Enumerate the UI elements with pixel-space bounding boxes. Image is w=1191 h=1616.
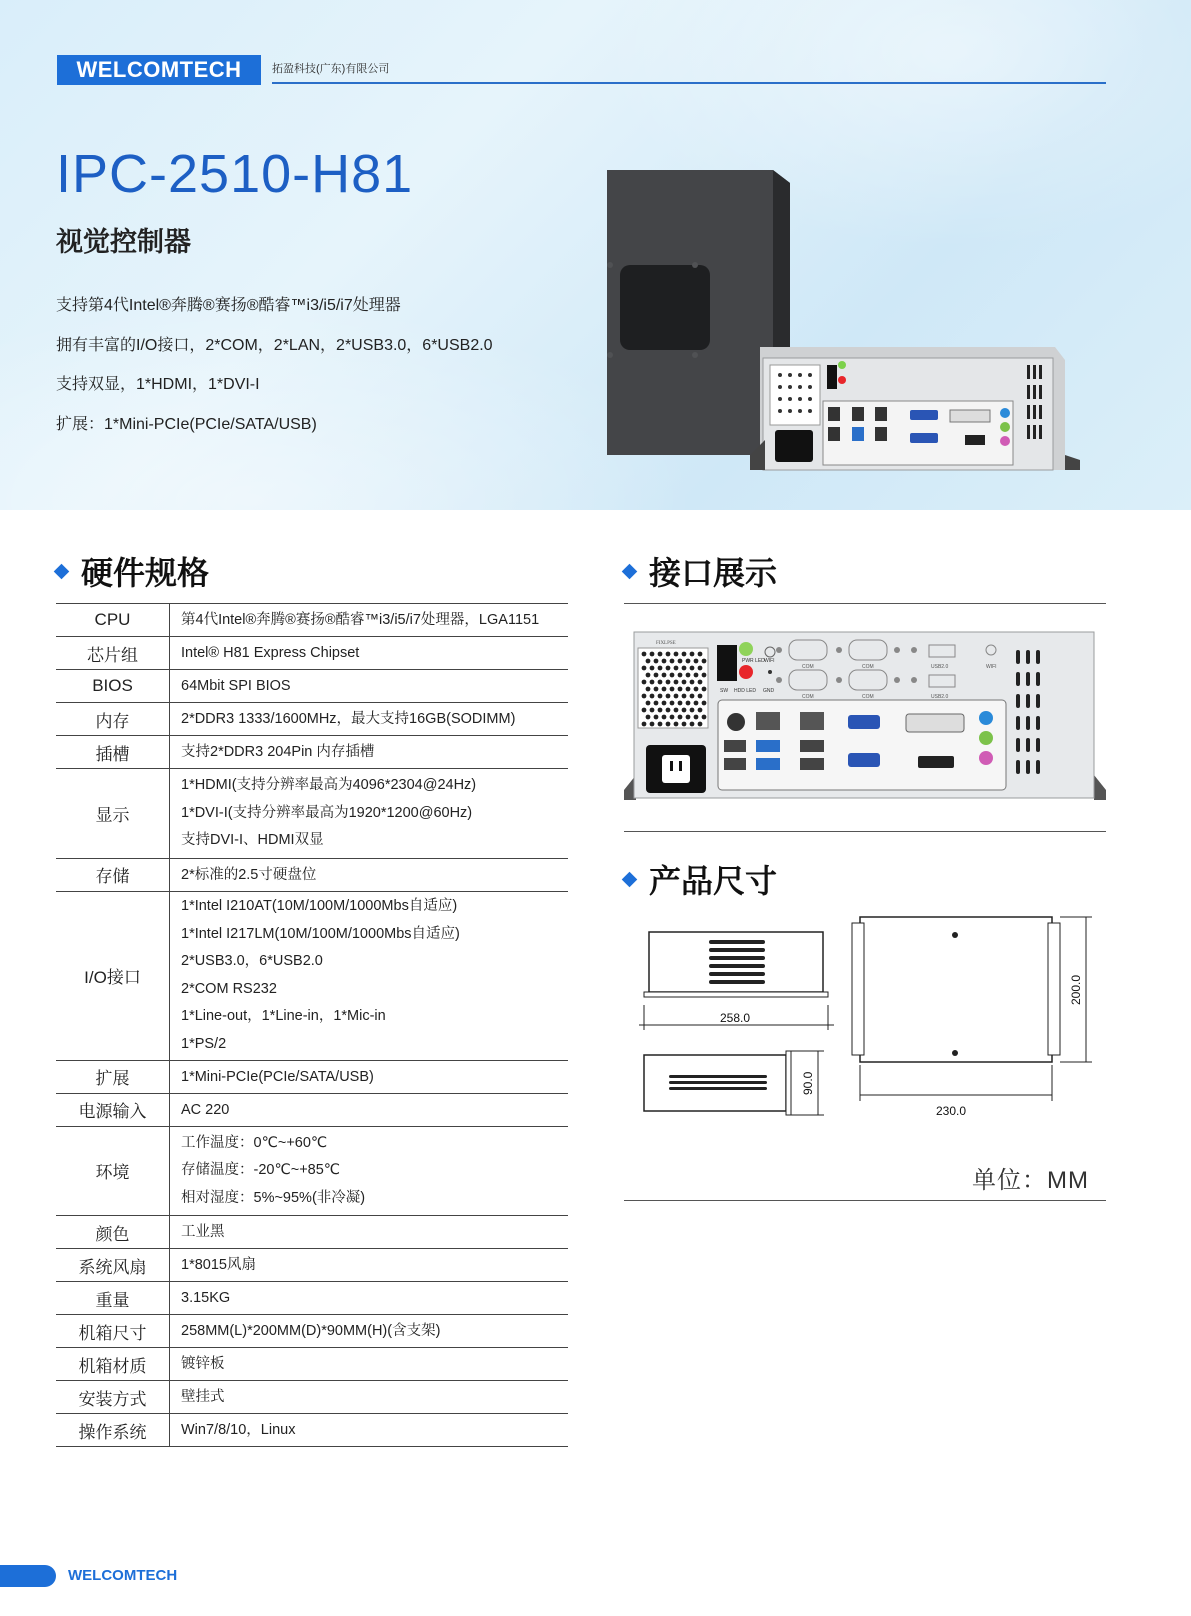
spec-value-line: 工业黑: [181, 1224, 225, 1240]
spec-value-line: 1*PS/2: [181, 1035, 227, 1052]
spec-key: 内存: [56, 703, 170, 736]
spec-key: 存储: [56, 858, 170, 891]
vent-hole: [642, 652, 647, 657]
vent-hole: [690, 708, 695, 713]
vent-hole: [670, 715, 675, 720]
vent-hole: [674, 694, 679, 699]
spec-value-line: 1*HDMI(支持分辨率最高为4096*2304@24Hz): [181, 777, 477, 793]
vent-hole: [670, 701, 675, 706]
spec-value-line: 1*8015风扇: [181, 1257, 256, 1273]
spec-key: BIOS: [56, 670, 170, 703]
spec-row: [56, 670, 568, 703]
spec-value: [170, 891, 569, 1060]
dim-height: 90.0: [801, 1071, 815, 1095]
vent-hole: [678, 659, 683, 664]
spec-key: 插槽: [56, 736, 170, 769]
vent-hole: [658, 694, 663, 699]
spec-row: [56, 703, 568, 736]
vent-hole: [658, 680, 663, 685]
vent-hole: [666, 722, 671, 727]
vent-hole: [654, 687, 659, 692]
spec-value-line: 3.15KG: [181, 1290, 231, 1306]
spec-value: [170, 637, 569, 670]
footer-brand: WELCOMTECH: [68, 1567, 178, 1584]
spec-value-line: 2*标准的2.5寸硬盘位: [181, 866, 317, 883]
spec-value-line: 2*USB3.0，6*USB2.0: [181, 953, 323, 969]
spec-row: [56, 1381, 568, 1414]
vent-hole: [682, 680, 687, 685]
spec-value-line: 工作温度：0℃~+60℃: [181, 1134, 328, 1151]
dim-depth: 200.0: [1069, 974, 1083, 1005]
section-title-dimensions: 产品尺寸: [624, 856, 777, 902]
spec-key: 芯片组: [56, 637, 170, 670]
spec-value: [170, 670, 569, 703]
spec-row: [56, 1060, 568, 1093]
feature-line: 扩展：1*Mini-PCIe(PCIe/SATA/USB): [56, 416, 317, 433]
spec-value-line: 2*DDR3 1333/1600MHz，最大支持16GB(SODIMM): [181, 711, 516, 727]
spec-value: [170, 1093, 569, 1126]
vent-hole: [654, 715, 659, 720]
vent-hole: [690, 666, 695, 671]
label-sw: SW: [720, 688, 729, 694]
vent-hole: [658, 666, 663, 671]
spec-row: [56, 1282, 568, 1315]
label-fixlpse: FIXLPSE: [656, 641, 676, 646]
feature-line: 支持第4代Intel®奔腾®赛扬®酷睿™i3/i5/i7处理器: [56, 297, 401, 314]
vent-hole: [674, 652, 679, 657]
vent-hole: [678, 673, 683, 678]
footer-bar: [0, 1565, 56, 1587]
spec-value-line: 1*Mini-PCIe(PCIe/SATA/USB): [181, 1068, 374, 1085]
vent-hole: [674, 708, 679, 713]
vent-hole: [654, 673, 659, 678]
spec-value-line: 存储温度：-20℃~+85℃: [181, 1162, 341, 1178]
vent-hole: [694, 659, 699, 664]
feature-line: 支持双显，1*HDMI，1*DVI-I: [56, 376, 260, 393]
vent-hole: [702, 673, 707, 678]
spec-key: CPU: [56, 604, 170, 637]
vent-hole: [674, 680, 679, 685]
spec-value-line: AC 220: [181, 1101, 230, 1118]
section-title-specs: 硬件规格: [56, 548, 209, 594]
label-usb: USB2.0: [931, 664, 949, 670]
spec-key: 安装方式: [56, 1381, 170, 1414]
unit-label: 单位：MM: [972, 1167, 1089, 1194]
spec-value: [170, 703, 569, 736]
label-hdd-led: HDD LED: [734, 688, 756, 694]
spec-value: [170, 1381, 569, 1414]
label-usb: USB2.0: [931, 694, 949, 700]
vent-hole: [678, 715, 683, 720]
spec-value: [170, 736, 569, 769]
spec-value: [170, 1315, 569, 1348]
vent-hole: [642, 708, 647, 713]
product-model: IPC-2510-H81: [56, 144, 414, 204]
vent-hole: [662, 687, 667, 692]
spec-value-line: 支持2*DDR3 204Pin 内存插槽: [181, 744, 375, 760]
spec-key: 机箱尺寸: [56, 1315, 170, 1348]
vent-hole: [666, 666, 671, 671]
vent-hole: [646, 701, 651, 706]
label-com: COM: [862, 694, 874, 700]
vent-hole: [674, 722, 679, 727]
vent-hole: [662, 715, 667, 720]
vent-hole: [694, 701, 699, 706]
diamond-icon: [622, 872, 638, 888]
spec-value-line: 258MM(L)*200MM(D)*90MM(H)(含支架): [181, 1323, 441, 1339]
divider: [624, 831, 1106, 832]
vent-hole: [698, 708, 703, 713]
vent-hole: [686, 687, 691, 692]
spec-row: [56, 1126, 568, 1216]
vent-hole: [650, 680, 655, 685]
vent-hole: [654, 701, 659, 706]
spec-value-line: Win7/8/10，Linux: [181, 1422, 296, 1438]
spec-value: [170, 1282, 569, 1315]
spec-value-line: 1*Line-out，1*Line-in，1*Mic-in: [181, 1008, 386, 1024]
label-wifi: WIFI: [986, 664, 997, 670]
spec-value: [170, 1414, 569, 1447]
spec-value-line: 2*COM RS232: [181, 980, 277, 997]
vent-hole: [694, 715, 699, 720]
vent-hole: [646, 715, 651, 720]
label-pwr-led: PWR LED: [742, 658, 765, 664]
spec-row: [56, 604, 568, 637]
vent-hole: [698, 680, 703, 685]
divider: [624, 603, 1106, 604]
brand-logo: WELCOMTECH: [57, 55, 261, 85]
vent-hole: [682, 652, 687, 657]
vent-hole: [694, 673, 699, 678]
spec-key: I/O接口: [56, 891, 170, 1060]
spec-key: 系统风扇: [56, 1249, 170, 1282]
label-com: COM: [802, 664, 814, 670]
vent-hole: [650, 722, 655, 727]
vent-hole: [646, 659, 651, 664]
company-name: 拓盈科技(广东)有限公司: [272, 63, 390, 75]
vent-hole: [658, 652, 663, 657]
vent-hole: [686, 673, 691, 678]
vent-hole: [702, 687, 707, 692]
spec-key: 环境: [56, 1126, 170, 1216]
spec-value-line: 1*Intel I210AT(10M/100M/1000Mbs自适应): [181, 898, 458, 914]
spec-value: [170, 604, 569, 637]
vent-hole: [698, 722, 703, 727]
label-com: COM: [862, 664, 874, 670]
spec-value: [170, 1060, 569, 1093]
diamond-icon: [622, 564, 638, 580]
feature-line: 拥有丰富的I/O接口，2*COM，2*LAN，2*USB3.0，6*USB2.0: [56, 337, 493, 354]
vent-hole: [670, 687, 675, 692]
diamond-icon: [54, 564, 70, 580]
vent-hole: [678, 687, 683, 692]
vent-hole: [642, 666, 647, 671]
header-divider: [272, 82, 1106, 84]
vent-hole: [662, 673, 667, 678]
vent-hole: [682, 666, 687, 671]
divider: [624, 1200, 1106, 1201]
spec-value-line: 相对湿度：5%~95%(非冷凝): [181, 1189, 366, 1206]
spec-key: 电源输入: [56, 1093, 170, 1126]
vent-hole: [646, 673, 651, 678]
spec-value-line: Intel® H81 Express Chipset: [181, 645, 360, 661]
vent-hole: [666, 680, 671, 685]
spec-value: [170, 1126, 569, 1216]
spec-key: 颜色: [56, 1216, 170, 1249]
spec-value: [170, 1249, 569, 1282]
vent-hole: [650, 666, 655, 671]
spec-value-line: 支持DVI-I、HDMI双显: [181, 832, 324, 848]
vent-hole: [686, 701, 691, 706]
vent-hole: [662, 701, 667, 706]
vent-hole: [690, 722, 695, 727]
vent-hole: [690, 652, 695, 657]
dim-width: 230.0: [936, 1104, 967, 1118]
spec-table: [56, 603, 568, 1447]
spec-value: [170, 858, 569, 891]
spec-row: [56, 1414, 568, 1447]
spec-value-line: 1*DVI-I(支持分辨率最高为1920*1200@60Hz): [181, 804, 473, 821]
spec-value-line: 镀锌板: [181, 1356, 225, 1372]
spec-value-line: 1*Intel I217LM(10M/100M/1000Mbs自适应): [181, 925, 460, 942]
vent-hole: [698, 652, 703, 657]
spec-value: [170, 1348, 569, 1381]
label-com: COM: [802, 694, 814, 700]
spec-row: [56, 769, 568, 859]
section-title-interface: 接口展示: [624, 548, 777, 594]
vent-hole: [694, 687, 699, 692]
vent-hole: [686, 715, 691, 720]
vent-hole: [702, 715, 707, 720]
vent-hole: [678, 701, 683, 706]
vent-hole: [690, 694, 695, 699]
spec-value-line: 第4代Intel®奔腾®赛扬®酷睿™i3/i5/i7处理器，LGA1151: [181, 612, 540, 628]
dim-length: 258.0: [720, 1011, 751, 1025]
vent-hole: [642, 694, 647, 699]
vent-hole: [670, 673, 675, 678]
vent-hole: [702, 701, 707, 706]
spec-key: 机箱材质: [56, 1348, 170, 1381]
vent-hole: [658, 708, 663, 713]
vent-hole: [666, 708, 671, 713]
vent-hole: [650, 652, 655, 657]
spec-value-line: 壁挂式: [181, 1389, 225, 1405]
spec-key: 操作系统: [56, 1414, 170, 1447]
vent-hole: [658, 722, 663, 727]
interface-panel-image: [624, 630, 1106, 805]
vent-hole: [650, 694, 655, 699]
spec-value-line: 64Mbit SPI BIOS: [181, 678, 291, 694]
label-wifi: WIFI: [764, 658, 775, 664]
spec-value: [170, 1216, 569, 1249]
spec-key: 显示: [56, 769, 170, 859]
spec-key: 重量: [56, 1282, 170, 1315]
spec-row: [56, 1093, 568, 1126]
vent-hole: [698, 666, 703, 671]
vent-hole: [682, 722, 687, 727]
vent-hole: [698, 694, 703, 699]
product-photo: [595, 165, 1115, 485]
vent-hole: [670, 659, 675, 664]
label-gnd: GND: [763, 688, 775, 694]
vent-hole: [654, 659, 659, 664]
spec-row: [56, 891, 568, 1060]
vent-hole: [666, 694, 671, 699]
vent-hole: [682, 694, 687, 699]
vent-hole: [666, 652, 671, 657]
vent-hole: [642, 680, 647, 685]
dimension-drawing: [624, 915, 1106, 1145]
vent-hole: [686, 659, 691, 664]
vent-hole: [662, 659, 667, 664]
spec-value: [170, 769, 569, 859]
spec-key: 扩展: [56, 1060, 170, 1093]
spec-row: [56, 858, 568, 891]
spec-row: [56, 637, 568, 670]
product-subtitle: 视觉控制器: [56, 227, 191, 257]
spec-row: [56, 1216, 568, 1249]
spec-row: [56, 1348, 568, 1381]
spec-row: [56, 736, 568, 769]
spec-row: [56, 1315, 568, 1348]
vent-hole: [674, 666, 679, 671]
vent-hole: [646, 687, 651, 692]
vent-hole: [690, 680, 695, 685]
vent-hole: [682, 708, 687, 713]
vent-hole: [650, 708, 655, 713]
spec-row: [56, 1249, 568, 1282]
vent-hole: [702, 659, 707, 664]
vent-hole: [642, 722, 647, 727]
